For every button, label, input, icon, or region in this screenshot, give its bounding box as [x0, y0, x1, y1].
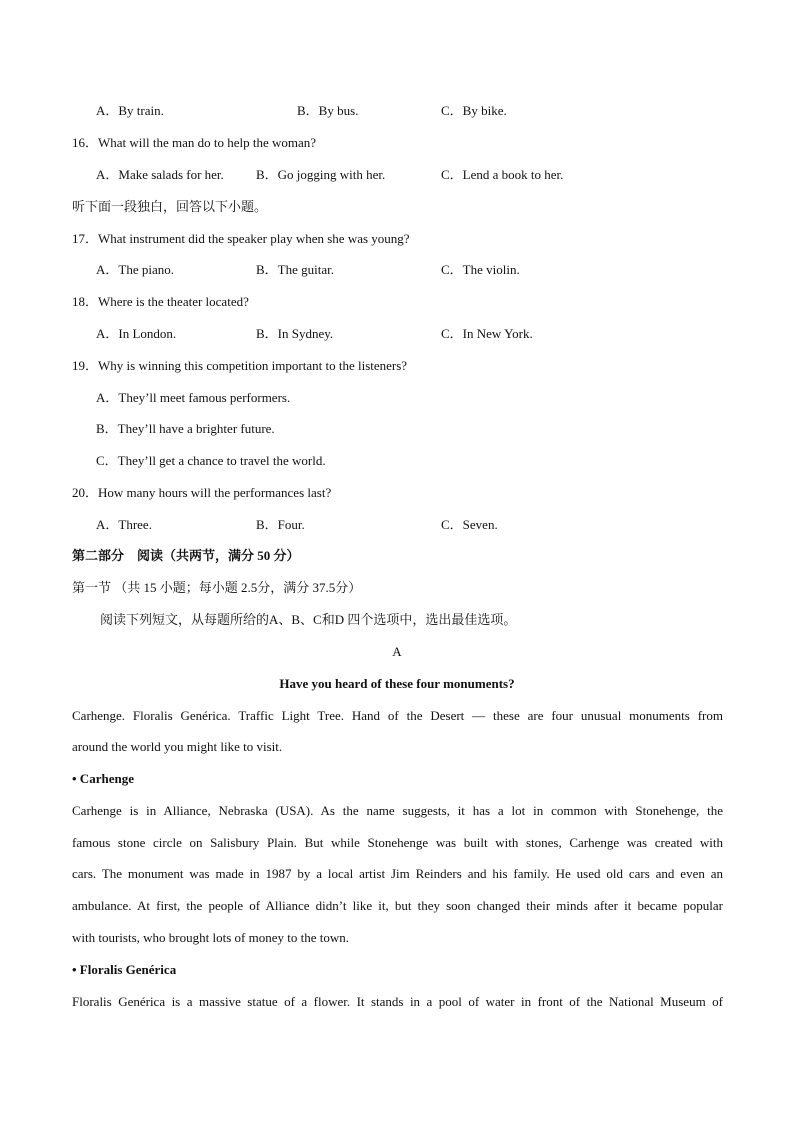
passage-letter: A — [392, 644, 402, 659]
q15-option-c: C．By bike. — [441, 103, 507, 118]
carhenge-paragraph — [72, 803, 723, 946]
q15-option-a: A．By train. — [96, 103, 164, 118]
intro-line: Carhenge. Floralis Genérica. Traffic Light Tree. Hand of the Desert — these are four unusual monuments from — [72, 708, 723, 723]
q20-option-b: B．Four. — [256, 517, 305, 532]
q19-option-b: B．They’ll have a brighter future. — [96, 421, 275, 436]
q18-option-a: A．In London. — [96, 326, 177, 341]
passage-intro — [72, 708, 723, 755]
passage-title: Have you heard of these four monuments? — [279, 676, 515, 691]
q19-option-a: A．They’ll meet famous performers. — [96, 390, 291, 405]
section1-heading: 第一节 （共 15 小题；每小题 2.5分，满分 37.5分） — [72, 580, 362, 595]
q20-option-c: C．Seven. — [441, 517, 498, 532]
intro-line: around the world you might like to visit. — [72, 739, 283, 754]
floralis-paragraph — [72, 994, 723, 1010]
q20-stem: 20．How many hours will the performances last? — [72, 485, 332, 500]
carhenge-line: with tourists, who brought lots of money to the town. — [72, 930, 349, 945]
part2-heading: 第二部分 阅读（共两节，满分 50 分） — [72, 548, 300, 563]
q17-option-a: A．The piano. — [96, 262, 174, 277]
carhenge-heading: • Carhenge — [72, 771, 134, 786]
q16-option-c: C．Lend a book to her. — [441, 167, 564, 182]
monologue-instruction: 听下面一段独白，回答以下小题。 — [72, 199, 268, 214]
q20-option-a: A．Three. — [96, 517, 152, 532]
carhenge-line: Carhenge is in Alliance, Nebraska (USA). As the name suggests, it has a lot in common with Stonehenge, the — [72, 803, 723, 818]
q16-option-b: B．Go jogging with her. — [256, 167, 386, 182]
q17-option-c: C．The violin. — [441, 262, 520, 277]
q15-option-b: B．By bus. — [297, 103, 359, 118]
carhenge-line: ambulance. At first, the people of Alliance didn’t like it, but they soon changed their minds after it became popular — [72, 898, 723, 913]
q17-option-b: B．The guitar. — [256, 262, 334, 277]
q18-option-c: C．In New York. — [441, 326, 533, 341]
q18-option-b: B．In Sydney. — [256, 326, 334, 341]
carhenge-line: famous stone circle on Salisbury Plain. But while Stonehenge was built with stones, Carhenge was created with — [72, 835, 723, 850]
carhenge-line: cars. The monument was made in 1987 by a local artist Jim Reinders and his family. He used old cars and even an — [72, 866, 723, 881]
floralis-line: Floralis Genérica is a massive statue of a flower. It stands in a pool of water in front of the National Museum of — [72, 994, 723, 1009]
reading-instruction: 阅读下列短文，从每题所给的A、B、C和D 四个选项中，选出最佳选项。 — [100, 612, 517, 627]
q16-option-a: A．Make salads for her. — [96, 167, 224, 182]
floralis-heading: • Floralis Genérica — [72, 962, 177, 977]
q16-stem: 16．What will the man do to help the woman? — [72, 135, 317, 150]
q19-option-c: C．They’ll get a chance to travel the world. — [96, 453, 326, 468]
q17-stem: 17．What instrument did the speaker play when she was young? — [72, 231, 410, 246]
q19-stem: 19．Why is winning this competition important to the listeners? — [72, 358, 408, 373]
q18-stem: 18．Where is the theater located? — [72, 294, 249, 309]
